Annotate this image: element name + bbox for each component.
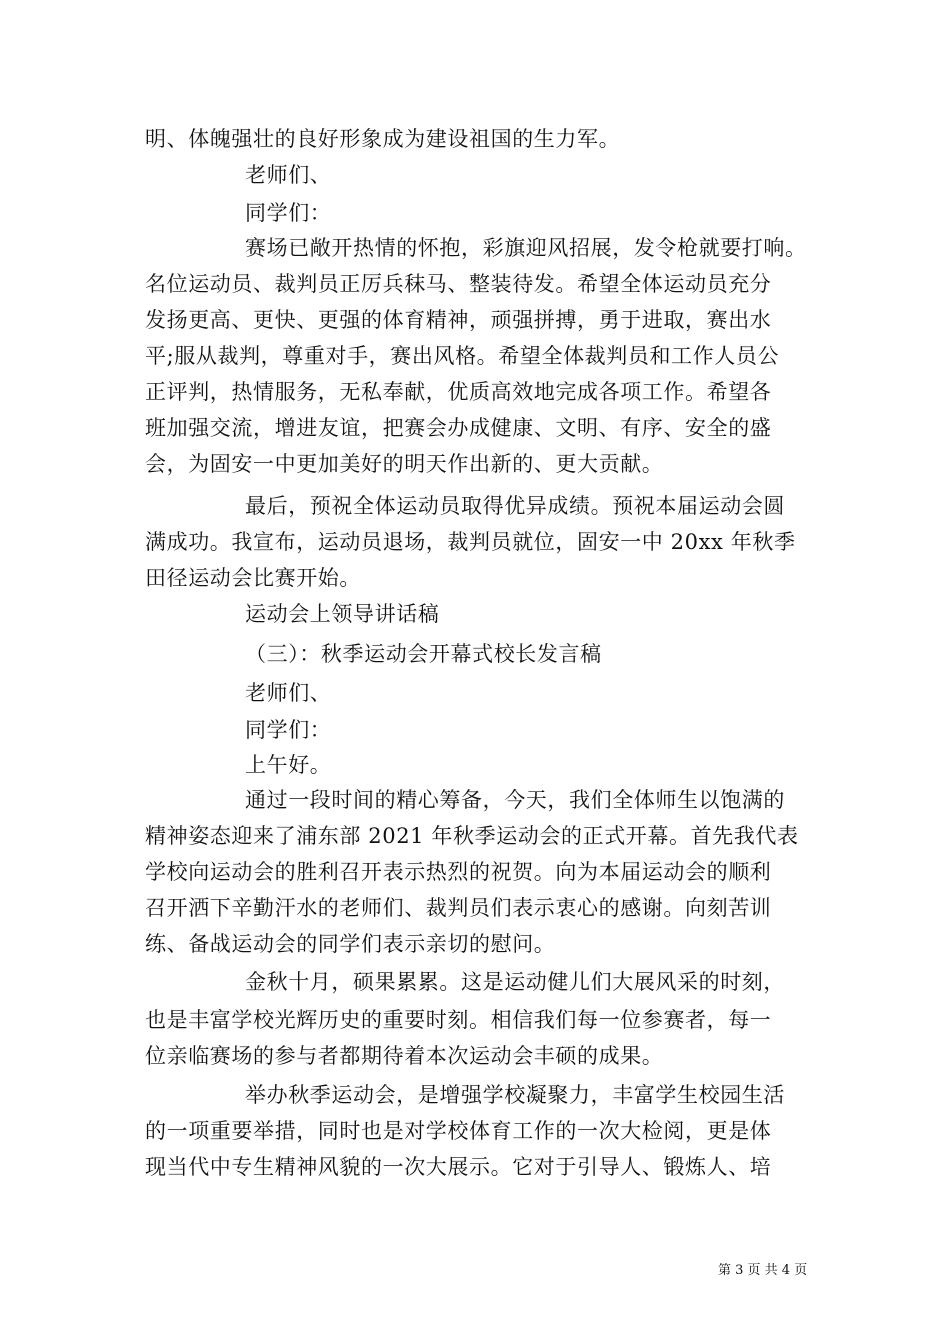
salutation-line: 同学们： bbox=[245, 201, 332, 225]
paragraph-line: 举办秋季运动会，是增强学校凝聚力，丰富学生校园生活 bbox=[245, 1083, 785, 1107]
salutation-line: 老师们、 bbox=[245, 681, 332, 705]
section-heading: 运动会上领导讲话稿 bbox=[245, 602, 440, 626]
paragraph-line: 会，为固安一中更加美好的明天作出新的、更大贡献。 bbox=[145, 452, 664, 476]
paragraph-line: 现当代中专生精神风貌的一次大展示。它对于引导人、锻炼人、培 bbox=[145, 1155, 772, 1179]
paragraph-line: 学校向运动会的胜利召开表示热烈的祝贺。向为本届运动会的顺利 bbox=[145, 860, 772, 884]
paragraph-line: 班加强交流，增进友谊，把赛会办成健康、文明、有序、安全的盛 bbox=[145, 416, 772, 440]
page-number: 第 3 页 共 4 页 bbox=[718, 1263, 808, 1278]
paragraph-line: 平;服从裁判，尊重对手，赛出风格。希望全体裁判员和工作人员公 bbox=[145, 344, 780, 368]
paragraph-line: 练、备战运动会的同学们表示亲切的慰问。 bbox=[145, 932, 556, 956]
paragraph-line: 精神姿态迎来了浦东部 2021 年秋季运动会的正式开幕。首先我代表 bbox=[145, 824, 799, 848]
paragraph-line: 金秋十月，硕果累累。这是运动健儿们大展风采的时刻， bbox=[245, 970, 785, 994]
paragraph-line: 最后，预祝全体运动员取得优异成绩。预祝本届运动会圆 bbox=[245, 494, 785, 518]
paragraph-line: 名位运动员、裁判员正厉兵秣马、整装待发。希望全体运动员充分 bbox=[145, 272, 772, 296]
salutation-line: 同学们： bbox=[245, 718, 332, 742]
paragraph-line: 的一项重要举措，同时也是对学校体育工作的一次大检阅，更是体 bbox=[145, 1119, 772, 1143]
paragraph-line: 也是丰富学校光辉历史的重要时刻。相信我们每一位参赛者，每一 bbox=[145, 1008, 772, 1032]
paragraph-line: 明、体魄强壮的良好形象成为建设祖国的生力军。 bbox=[145, 127, 621, 151]
paragraph-line: 满成功。我宣布，运动员退场，裁判员就位，固安一中 20xx 年秋季 bbox=[145, 530, 796, 554]
greeting-line: 上午好。 bbox=[245, 753, 332, 777]
paragraph-line: 位亲临赛场的参与者都期待着本次运动会丰硕的成果。 bbox=[145, 1044, 664, 1068]
paragraph-line: 发扬更高、更快、更强的体育精神，顽强拼搏，勇于进取，赛出水 bbox=[145, 308, 772, 332]
section-subheading: （三）：秋季运动会开幕式校长发言稿 bbox=[245, 642, 602, 666]
paragraph-line: 赛场已敞开热情的怀抱，彩旗迎风招展，发令枪就要打响。 bbox=[245, 236, 807, 260]
salutation-line: 老师们、 bbox=[245, 163, 332, 187]
paragraph-line: 田径运动会比赛开始。 bbox=[145, 566, 361, 590]
paragraph-line: 通过一段时间的精心筹备，今天，我们全体师生以饱满的 bbox=[245, 788, 785, 812]
paragraph-line: 召开洒下辛勤汗水的老师们、裁判员们表示衷心的感谢。向刻苦训 bbox=[145, 896, 772, 920]
paragraph-line: 正评判，热情服务，无私奉献，优质高效地完成各项工作。希望各 bbox=[145, 380, 772, 404]
